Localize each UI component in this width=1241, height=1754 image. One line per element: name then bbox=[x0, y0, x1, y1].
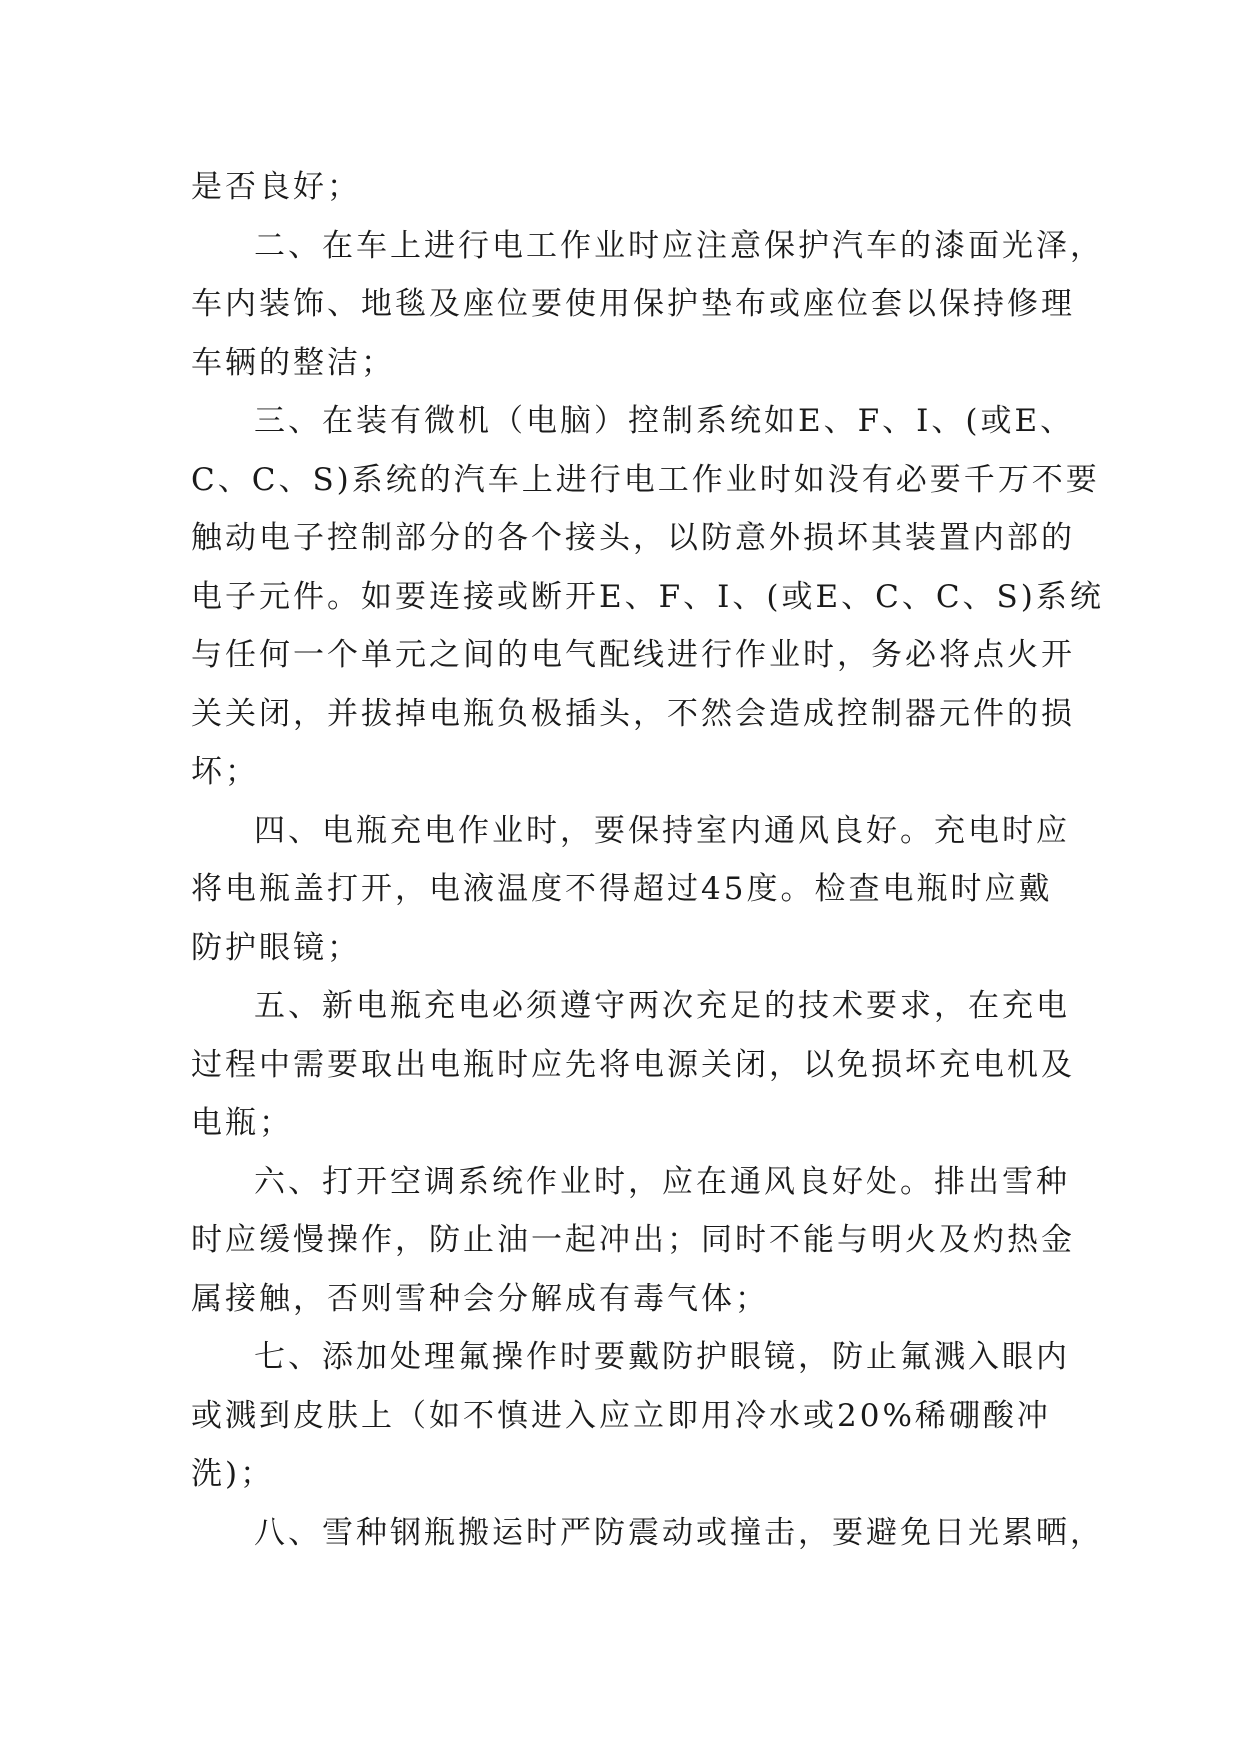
text-line: 七、添加处理氟操作时要戴防护眼镜，防止氟溅入眼内 bbox=[254, 1339, 1070, 1375]
text-line: 触动电子控制部分的各个接头，以防意外损坏其装置内部的 bbox=[191, 520, 1075, 556]
text-line: 或溅到皮肤上（如不慎进入应立即用冷水或20%稀硼酸冲 bbox=[191, 1397, 1051, 1434]
document-body bbox=[191, 158, 1104, 1562]
text-line: 电瓶； bbox=[191, 1105, 293, 1141]
text-line: 四、电瓶充电作业时，要保持室内通风良好。充电时应 bbox=[254, 812, 1070, 849]
text-line: 车内装饰、地毯及座位要使用保护垫布或座位套以保持修理 bbox=[191, 286, 1075, 322]
text-line: 关关闭，并拔掉电瓶负极插头，不然会造成控制器元件的损 bbox=[191, 695, 1075, 732]
text-line: 防护眼镜； bbox=[191, 929, 361, 966]
text-line: 将电瓶盖打开，电液温度不得超过45度。检查电瓶时应戴 bbox=[191, 871, 1053, 907]
text-line: 是否良好； bbox=[191, 169, 361, 205]
text-line: 与任何一个单元之间的电气配线进行作业时，务必将点火开 bbox=[191, 637, 1075, 673]
text-line: 车辆的整洁； bbox=[191, 344, 395, 381]
text-line: 过程中需要取出电瓶时应先将电源关闭，以免损坏充电机及 bbox=[191, 1046, 1075, 1083]
text-line: C、C、S)系统的汽车上进行电工作业时如没有必要千万不要 bbox=[191, 461, 1100, 498]
text-line: 洗)； bbox=[191, 1456, 275, 1492]
text-line: 二、在车上进行电工作业时应注意保护汽车的漆面光泽， bbox=[254, 227, 1104, 264]
text-line: 六、打开空调系统作业时，应在通风良好处。排出雪种 bbox=[254, 1163, 1070, 1200]
text-line: 八、雪种钢瓶搬运时严防震动或撞击，要避免日光累晒， bbox=[254, 1514, 1104, 1551]
text-line: 三、在装有微机（电脑）控制系统如E、F、I、(或E、 bbox=[254, 403, 1075, 439]
text-line: 时应缓慢操作，防止油一起冲出；同时不能与明火及灼热金 bbox=[191, 1222, 1075, 1258]
text-line: 电子元件。如要连接或断开E、F、I、(或E、C、C、S)系统 bbox=[191, 578, 1104, 615]
text-line: 五、新电瓶充电必须遵守两次充足的技术要求，在充电 bbox=[254, 988, 1070, 1024]
text-line: 属接触，否则雪种会分解成有毒气体； bbox=[191, 1280, 769, 1317]
text-line: 坏； bbox=[191, 754, 259, 790]
